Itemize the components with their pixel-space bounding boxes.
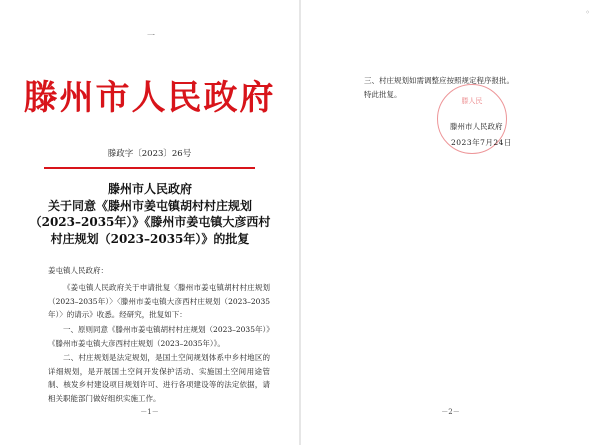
- document-title: [20, 181, 280, 247]
- paragraph-line: 三、村庄规划如需调整应按照规定程序报批。: [364, 76, 514, 85]
- document-number: 滕政字〔2023〕26号: [107, 149, 192, 159]
- page-number: －1－: [140, 408, 159, 416]
- seal-text: 滕人民: [461, 97, 483, 105]
- title-line: 滕州市人民政府: [107, 182, 192, 196]
- title-line: 村庄规划（2023–2035年）》的批复: [50, 231, 250, 246]
- title-line: 关于同意《滕州市姜屯镇胡村村庄规划: [47, 198, 252, 213]
- corner-mark: ◦: [585, 8, 590, 17]
- document-page-1: [0, 0, 299, 445]
- red-separator-line: [44, 167, 255, 169]
- page-number: －2－: [441, 408, 460, 416]
- signing-date: 2023年7月24日: [451, 138, 512, 147]
- signer-name: 滕州市人民政府: [450, 122, 503, 131]
- body-paragraph: 一、原则同意《滕州市姜屯镇胡村村庄规划（2023–2035年）》《滕州市姜屯镇大彦西村庄规划（2023–2035年）》。: [48, 325, 270, 348]
- title-line: （2023–2035年）》《滕州市姜屯镇大彦西村: [29, 215, 271, 230]
- top-mark: 一: [147, 31, 155, 40]
- paragraph-line: 特此批复。: [364, 90, 402, 99]
- body-paragraph: 二、村庄规划是法定规划，是国土空间规划体系中乡村地区的详细规划，是开展国土空间开发保护活动、实施国土空间用途管制、核发乡村建设项目规划许可、进行各项建设等的法定依据，请相关职能部门做好组织实施工作。: [48, 353, 270, 403]
- addressee: 姜屯镇人民政府：: [48, 266, 108, 275]
- document-page-2: [301, 0, 600, 445]
- red-header-title: 滕州市人民政府: [23, 78, 276, 118]
- body-paragraph: 《姜屯镇人民政府关于申请批复〈滕州市姜屯镇胡村村庄规划（2023–2035年）〉〈滕州市姜屯镇大彦西村庄规划（2023–2035年）〉的请示》收悉。经研究，批复如下：: [48, 283, 270, 319]
